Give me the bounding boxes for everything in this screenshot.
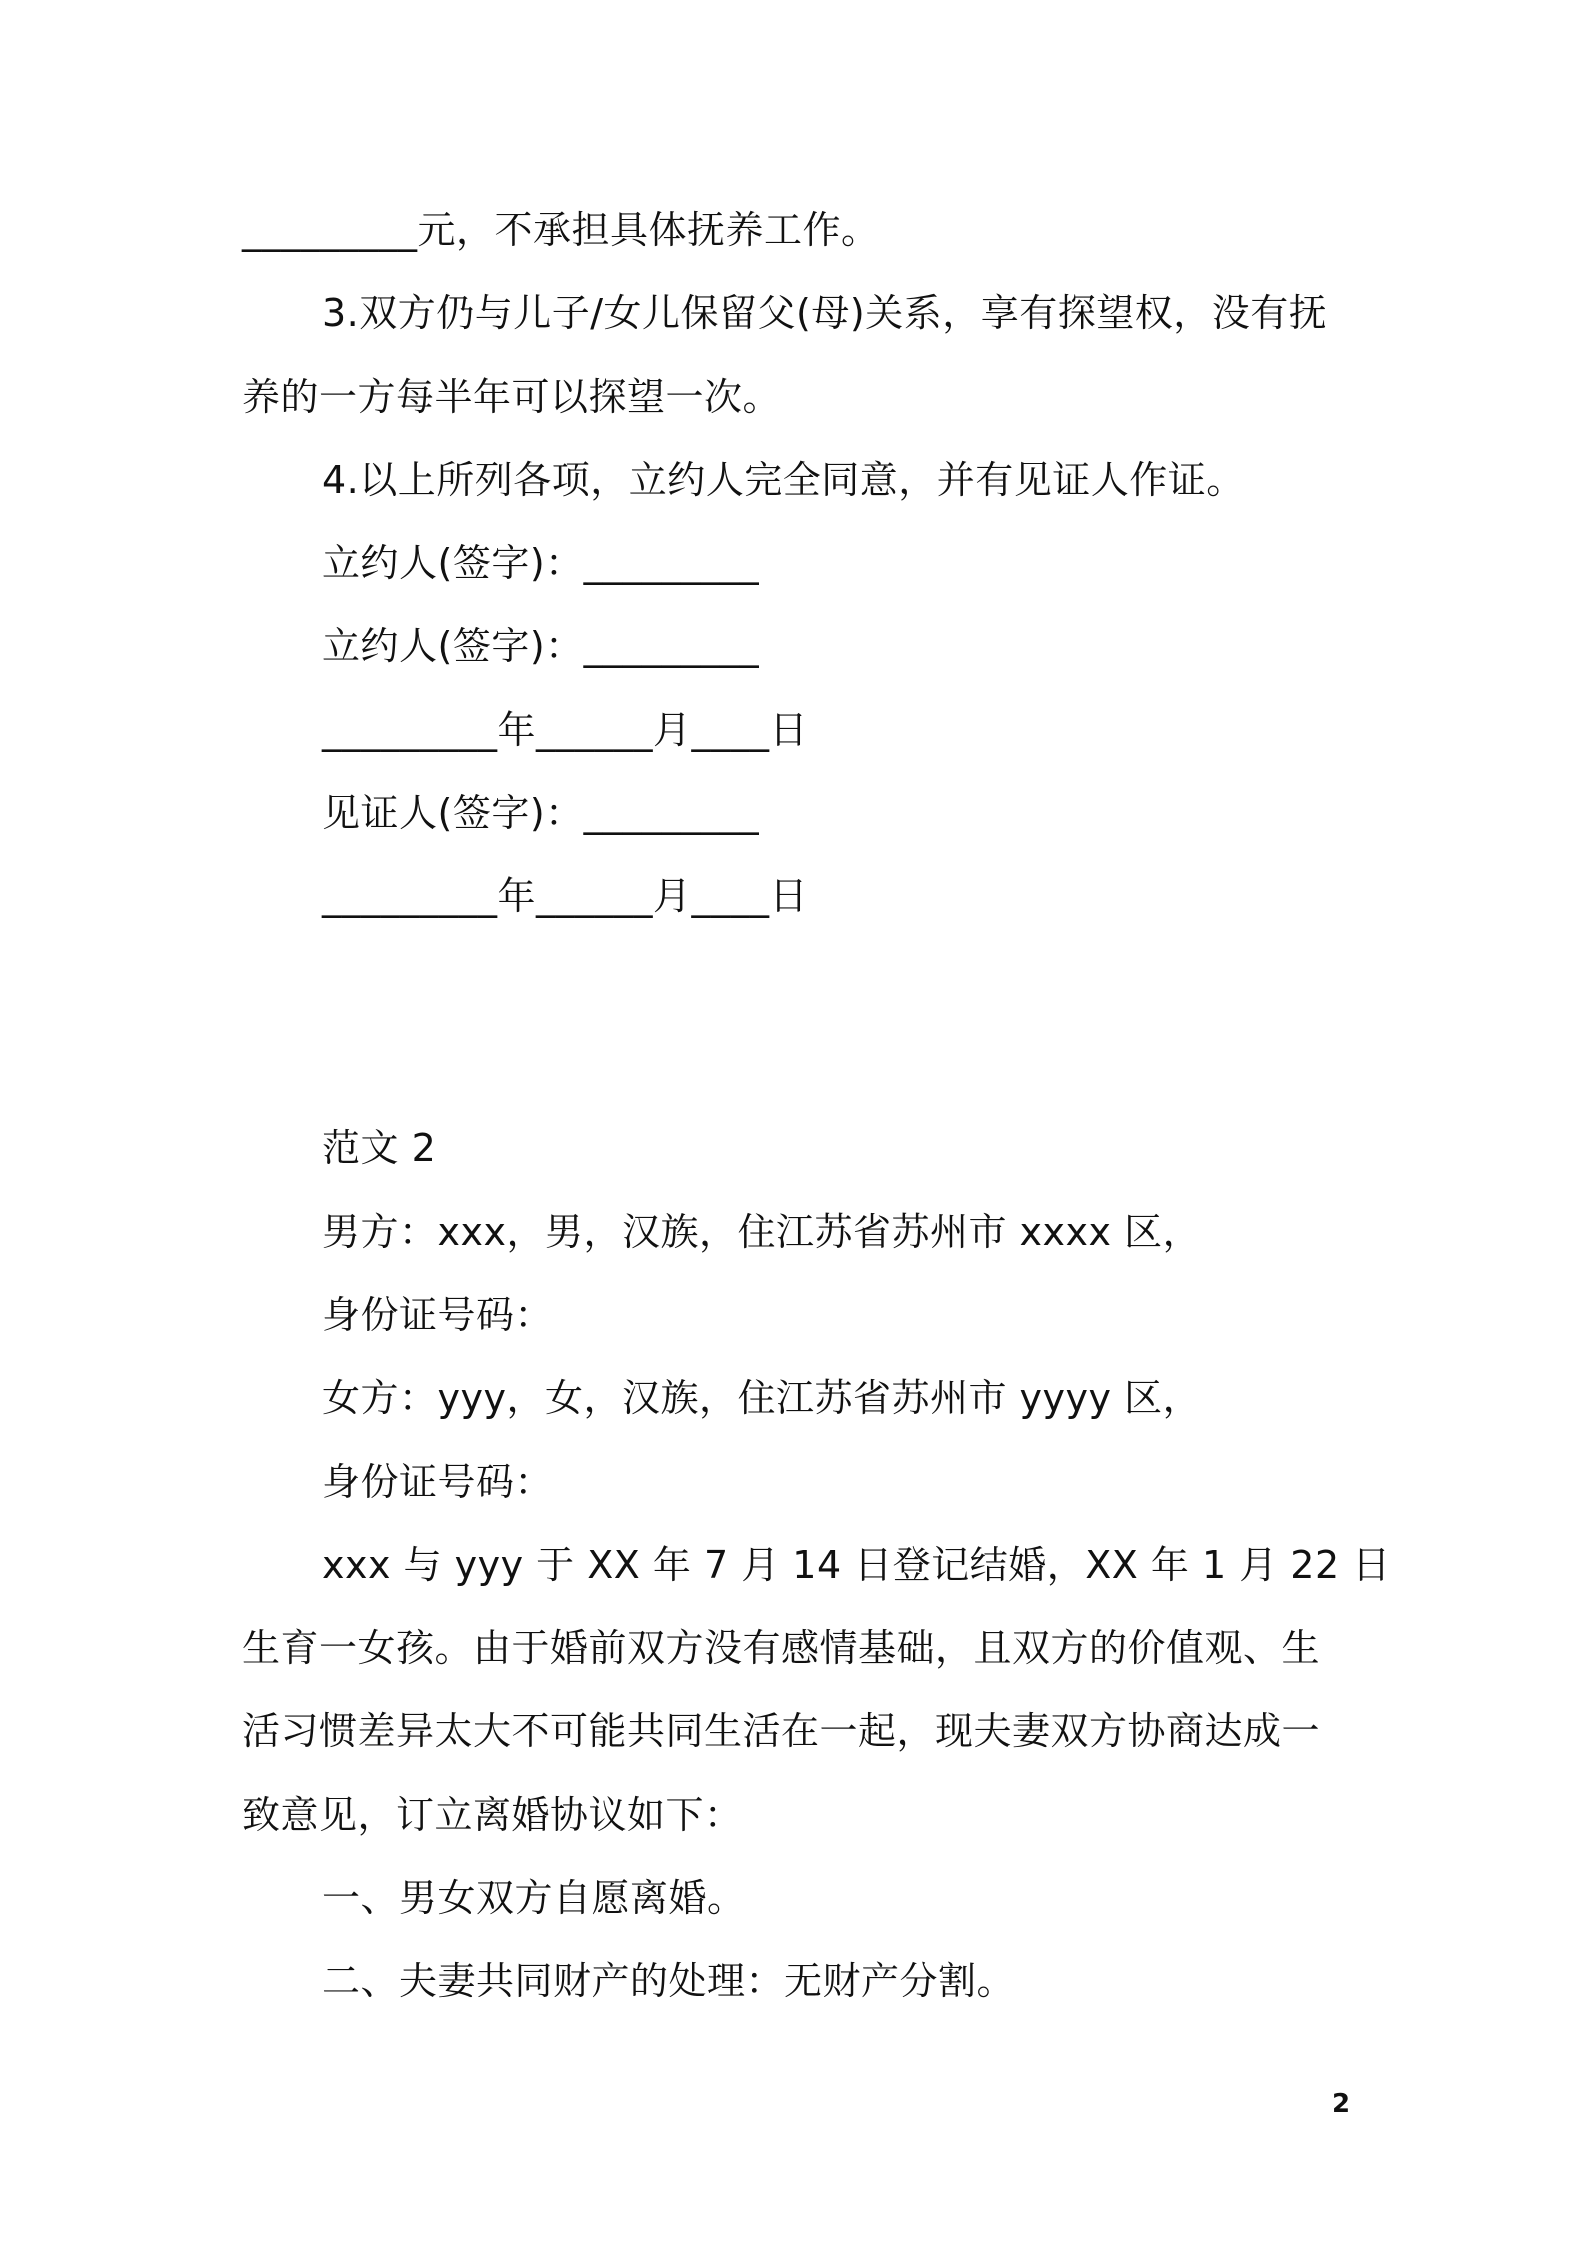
- text-line: 活习惯差异太大不可能共同生活在一起，现夫妻双方协商达成一: [242, 1709, 1321, 1753]
- text-line: 3.双方仍与儿子/女儿保留父(母)关系，享有探望权，没有抚: [322, 291, 1328, 335]
- text-line: 生育一女孩。由于婚前双方没有感情基础，且双方的价值观、生: [242, 1626, 1321, 1670]
- text-line: xxx 与 yyy 于 XX 年 7 月 14 日登记结婚，XX 年 1 月 22 日: [322, 1543, 1391, 1587]
- text-line: 一、男女双方自愿离婚。: [322, 1876, 746, 1920]
- signature-line: 见证人(签字)：_________: [322, 791, 760, 835]
- text-line: 二、夫妻共同财产的处理：无财产分割。: [322, 1959, 1016, 2003]
- date-line: _________年______月____日: [322, 874, 809, 918]
- text-line: 4.以上所列各项，立约人完全同意，并有见证人作证。: [322, 458, 1245, 502]
- signature-line: 立约人(签字)：_________: [322, 541, 760, 585]
- date-line: _________年______月____日: [322, 708, 809, 752]
- text-line: 男方：xxx，男，汉族，住江苏省苏州市 xxxx 区，: [322, 1210, 1202, 1254]
- text-line: 养的一方每半年可以探望一次。: [242, 375, 782, 419]
- signature-line: 立约人(签字)：_________: [322, 624, 760, 668]
- text-line: _________元，不承担具体抚养工作。: [242, 208, 880, 252]
- text-line: 致意见，订立离婚协议如下：: [242, 1793, 743, 1837]
- text-line: 身份证号码：: [322, 1293, 554, 1337]
- page-number: 2: [1332, 2089, 1351, 2119]
- section-heading: 范文 2: [322, 1126, 437, 1170]
- text-line: 身份证号码：: [322, 1460, 554, 1504]
- text-line: 女方：yyy，女，汉族，住江苏省苏州市 yyyy 区，: [322, 1376, 1202, 1420]
